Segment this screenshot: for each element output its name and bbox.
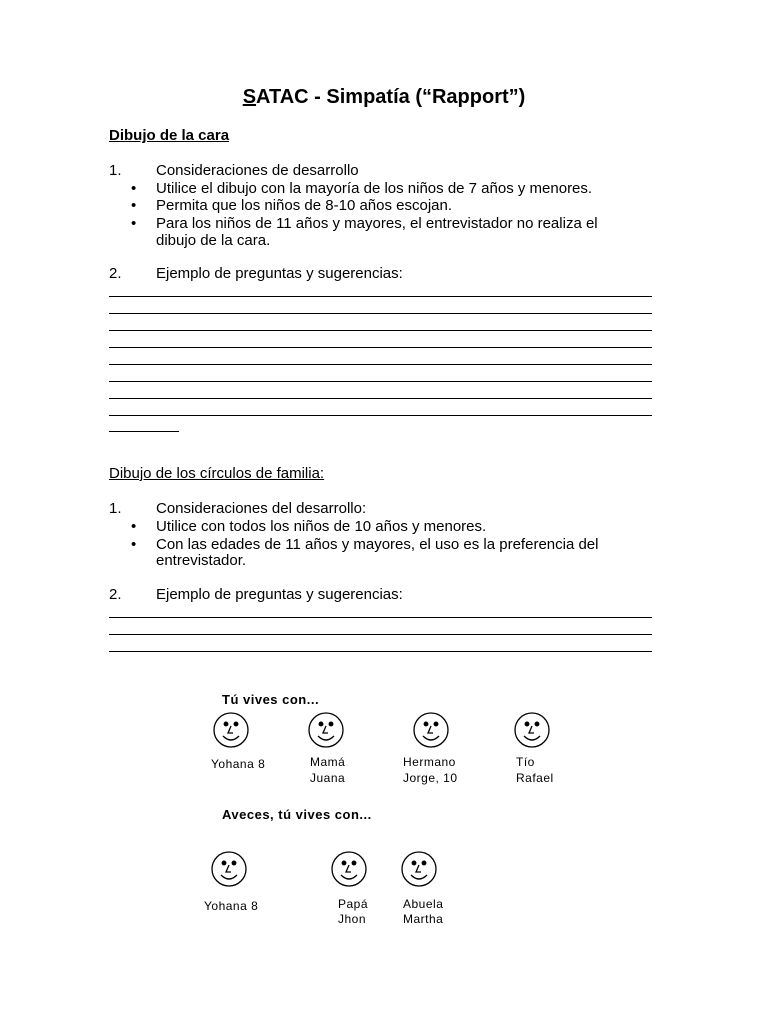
bullet-icon: • — [131, 536, 137, 553]
s1-item2-number: 2. — [109, 265, 122, 282]
s1-bullet-1: Utilice el dibujo con la mayoría de los niños de 7 años y menores. — [156, 180, 593, 197]
face-icon — [414, 713, 448, 747]
person-label: Jhon — [338, 912, 367, 926]
face-icon — [309, 713, 343, 747]
face-icon — [212, 852, 246, 886]
s1-bullet-2: Permita que los niños de 8-10 años escojan. — [156, 197, 453, 214]
s2-bullet-1: Utilice con todos los niños de 10 años y menores. — [156, 518, 487, 535]
s1-item2-label: Ejemplo de preguntas y sugerencias: — [156, 265, 403, 282]
bullet-icon: • — [131, 180, 137, 197]
person-label: Martha — [403, 912, 444, 926]
section1-heading: Dibujo de la cara — [109, 127, 230, 144]
person-label: Jorge, 10 — [403, 771, 458, 785]
s2-item1-number: 1. — [109, 500, 122, 517]
s1-item1-label: Consideraciones de desarrollo — [156, 162, 359, 179]
title-first-letter: S — [242, 86, 257, 108]
s1-item1-number: 1. — [109, 162, 122, 179]
bullet-icon: • — [131, 215, 137, 232]
s2-bullet-2: Con las edades de 11 años y mayores, el uso es la preferencia del — [156, 536, 599, 553]
person-label: Yohana 8 — [211, 757, 266, 771]
face-icon — [515, 713, 549, 747]
s2-item2-label: Ejemplo de preguntas y sugerencias: — [156, 586, 403, 603]
s1-bullet-3: Para los niños de 11 años y mayores, el entrevistador no realiza el — [156, 215, 598, 232]
s2-item1-label: Consideraciones del desarrollo: — [156, 500, 367, 517]
drawing-group1-heading: Tú vives con... — [222, 692, 320, 707]
person-label: Tío — [516, 755, 535, 769]
title-rest: ATAC - Simpatía (“Rapport”) — [256, 86, 526, 108]
s1-bullet-3-cont: dibujo de la cara. — [156, 232, 271, 249]
drawing-group2-heading: Aveces, tú vives con... — [222, 807, 372, 822]
person-label: Hermano — [403, 755, 456, 769]
bullet-icon: • — [131, 518, 137, 535]
face-icon — [214, 713, 248, 747]
s2-bullet-2-cont: entrevistador. — [156, 552, 247, 569]
person-label: Juana — [310, 771, 346, 785]
person-label: Abuela — [403, 897, 444, 911]
person-label: Yohana 8 — [204, 899, 259, 913]
bullet-icon: • — [131, 197, 137, 214]
face-icon — [402, 852, 436, 886]
person-label: Mamá — [310, 755, 346, 769]
section2-heading: Dibujo de los círculos de familia: — [109, 465, 325, 482]
face-icon — [332, 852, 366, 886]
person-label: Papá — [338, 897, 369, 911]
s2-item2-number: 2. — [109, 586, 122, 603]
person-label: Rafael — [516, 771, 554, 785]
